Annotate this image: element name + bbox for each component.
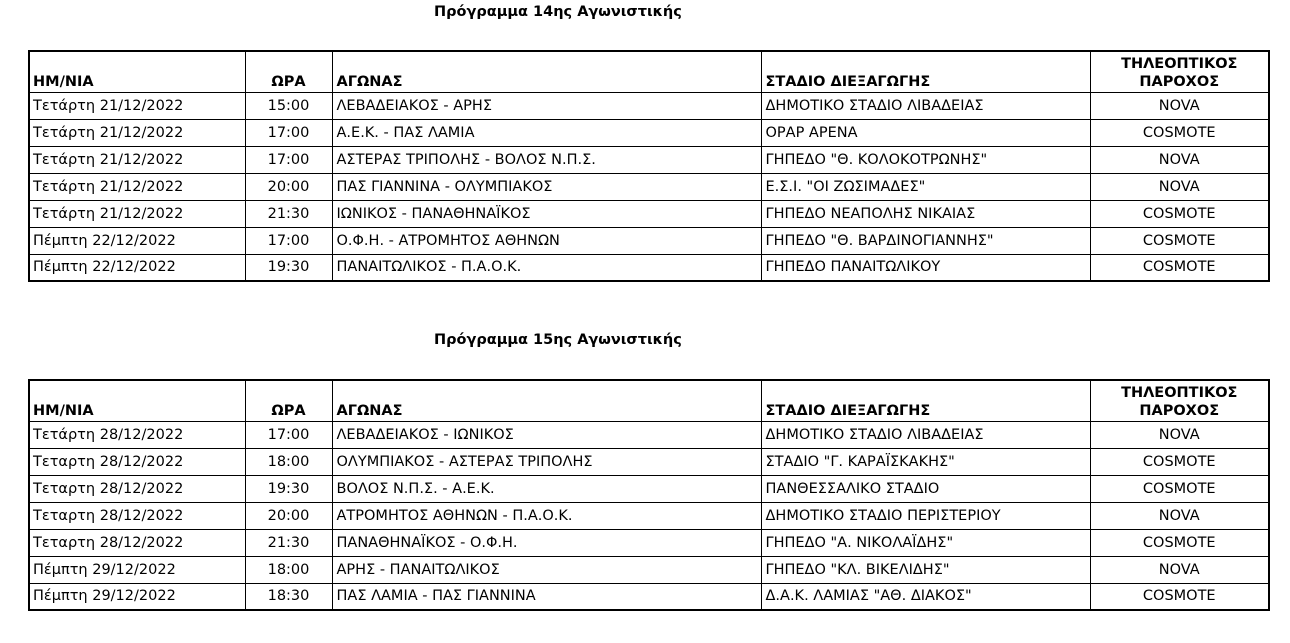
date-cell: Τεταρτη 28/12/2022: [29, 475, 245, 502]
date-cell: Πέμπτη 22/12/2022: [29, 227, 245, 254]
table-row: [29, 200, 1269, 227]
time-cell: 17:00: [245, 421, 332, 448]
stadium-cell: ΓΗΠΕΔΟ "Α. ΝΙΚΟΛΑΪΔΗΣ": [761, 529, 1090, 556]
date-cell: Τετάρτη 28/12/2022: [29, 421, 245, 448]
broadcaster-header-line2: ΠΑΡΟΧΟΣ: [1139, 402, 1220, 419]
date-cell: Πέμπτη 29/12/2022: [29, 583, 245, 610]
time-cell: 18:00: [245, 556, 332, 583]
broadcaster-cell: COSMOTE: [1090, 119, 1269, 146]
date-column-header: ΗΜ/ΝΙΑ: [29, 51, 245, 92]
broadcaster-cell: COSMOTE: [1090, 583, 1269, 610]
broadcaster-cell: COSMOTE: [1090, 475, 1269, 502]
table-row: [29, 475, 1269, 502]
time-cell: 17:00: [245, 146, 332, 173]
broadcaster-header-line1: ΤΗΛΕΟΠΤΙΚΟΣ: [1121, 384, 1238, 401]
stadium-cell: Δ.Α.Κ. ΛΑΜΙΑΣ "ΑΘ. ΔΙΑΚΟΣ": [761, 583, 1090, 610]
match-cell: Ο.Φ.Η. - ΑΤΡΟΜΗΤΟΣ ΑΘΗΝΩΝ: [332, 227, 761, 254]
broadcaster-cell: COSMOTE: [1090, 227, 1269, 254]
time-column-header: ΩΡΑ: [245, 380, 332, 421]
match-cell: Α.Ε.Κ. - ΠΑΣ ΛΑΜΙΑ: [332, 119, 761, 146]
match-cell: ΠΑΝΑΘΗΝΑΪΚΟΣ - Ο.Φ.Η.: [332, 529, 761, 556]
stadium-cell: ΔΗΜΟΤΙΚΟ ΣΤΑΔΙΟ ΠΕΡΙΣΤΕΡΙΟΥ: [761, 502, 1090, 529]
match-cell: ΙΩΝΙΚΟΣ - ΠΑΝΑΘΗΝΑΪΚΟΣ: [332, 200, 761, 227]
match-cell: ΑΣΤΕΡΑΣ ΤΡΙΠΟΛΗΣ - ΒΟΛΟΣ Ν.Π.Σ.: [332, 146, 761, 173]
time-column-header: ΩΡΑ: [245, 51, 332, 92]
date-cell: Πέμπτη 29/12/2022: [29, 556, 245, 583]
time-cell: 21:30: [245, 200, 332, 227]
stadium-cell: Ε.Σ.Ι. "ΟΙ ΖΩΣΙΜΑΔΕΣ": [761, 173, 1090, 200]
stadium-cell: ΟΡΑΡ ΑΡΕΝΑ: [761, 119, 1090, 146]
time-cell: 20:00: [245, 173, 332, 200]
broadcaster-cell: COSMOTE: [1090, 529, 1269, 556]
stadium-column-header: ΣΤΑΔΙΟ ΔΙΕΞΑΓΩΓΗΣ: [761, 51, 1090, 92]
broadcaster-cell: NOVA: [1090, 173, 1269, 200]
date-cell: Τεταρτη 28/12/2022: [29, 502, 245, 529]
match-cell: ΛΕΒΑΔΕΙΑΚΟΣ - ΑΡΗΣ: [332, 92, 761, 119]
date-cell: Τετάρτη 21/12/2022: [29, 119, 245, 146]
match-cell: ΠΑΣ ΓΙΑΝΝΙΝΑ - ΟΛΥΜΠΙΑΚΟΣ: [332, 173, 761, 200]
table-row: [29, 421, 1269, 448]
table-row: [29, 556, 1269, 583]
table-row: [29, 502, 1269, 529]
time-cell: 20:00: [245, 502, 332, 529]
table-header-row: [29, 380, 1269, 421]
match-cell: ΑΡΗΣ - ΠΑΝΑΙΤΩΛΙΚΟΣ: [332, 556, 761, 583]
date-column-header: ΗΜ/ΝΙΑ: [29, 380, 245, 421]
broadcaster-column-header: [1090, 380, 1269, 421]
table-row: [29, 529, 1269, 556]
match-cell: ΠΑΝΑΙΤΩΛΙΚΟΣ - Π.Α.Ο.Κ.: [332, 254, 761, 281]
date-cell: Τεταρτη 28/12/2022: [29, 529, 245, 556]
date-cell: Τετάρτη 21/12/2022: [29, 200, 245, 227]
stadium-cell: ΓΗΠΕΔΟ "ΚΛ. ΒΙΚΕΛΙΔΗΣ": [761, 556, 1090, 583]
table-row: [29, 448, 1269, 475]
round-15-title: Πρόγραμμα 15ης Αγωνιστικής: [434, 332, 682, 348]
broadcaster-cell: NOVA: [1090, 146, 1269, 173]
table-header-row: [29, 51, 1269, 92]
stadium-cell: ΔΗΜΟΤΙΚΟ ΣΤΑΔΙΟ ΛΙΒΑΔΕΙΑΣ: [761, 92, 1090, 119]
broadcaster-cell: NOVA: [1090, 92, 1269, 119]
round-14-title: Πρόγραμμα 14ης Αγωνιστικής: [434, 4, 682, 20]
match-cell: ΑΤΡΟΜΗΤΟΣ ΑΘΗΝΩΝ - Π.Α.Ο.Κ.: [332, 502, 761, 529]
date-cell: Τεταρτη 28/12/2022: [29, 448, 245, 475]
time-cell: 15:00: [245, 92, 332, 119]
time-cell: 19:30: [245, 475, 332, 502]
table-row: [29, 146, 1269, 173]
time-cell: 17:00: [245, 119, 332, 146]
round-14-schedule-table: [28, 50, 1270, 282]
table-row: [29, 583, 1269, 610]
stadium-cell: ΓΗΠΕΔΟ ΝΕΑΠΟΛΗΣ ΝΙΚΑΙΑΣ: [761, 200, 1090, 227]
broadcaster-cell: NOVA: [1090, 421, 1269, 448]
date-cell: Τετάρτη 21/12/2022: [29, 173, 245, 200]
date-cell: Τετάρτη 21/12/2022: [29, 146, 245, 173]
date-cell: Τετάρτη 21/12/2022: [29, 92, 245, 119]
match-column-header: ΑΓΩΝΑΣ: [332, 51, 761, 92]
match-cell: ΛΕΒΑΔΕΙΑΚΟΣ - ΙΩΝΙΚΟΣ: [332, 421, 761, 448]
stadium-cell: ΓΗΠΕΔΟ "Θ. ΒΑΡΔΙΝΟΓΙΑΝΝΗΣ": [761, 227, 1090, 254]
stadium-cell: ΔΗΜΟΤΙΚΟ ΣΤΑΔΙΟ ΛΙΒΑΔΕΙΑΣ: [761, 421, 1090, 448]
date-cell: Πέμπτη 22/12/2022: [29, 254, 245, 281]
broadcaster-cell: COSMOTE: [1090, 254, 1269, 281]
time-cell: 19:30: [245, 254, 332, 281]
round-15-schedule-table: [28, 379, 1270, 611]
broadcaster-header-line1: ΤΗΛΕΟΠΤΙΚΟΣ: [1121, 55, 1238, 72]
table-row: [29, 254, 1269, 281]
table-row: [29, 119, 1269, 146]
table-row: [29, 227, 1269, 254]
match-cell: ΟΛΥΜΠΙΑΚΟΣ - ΑΣΤΕΡΑΣ ΤΡΙΠΟΛΗΣ: [332, 448, 761, 475]
table-row: [29, 92, 1269, 119]
time-cell: 17:00: [245, 227, 332, 254]
broadcaster-cell: NOVA: [1090, 502, 1269, 529]
broadcaster-cell: COSMOTE: [1090, 200, 1269, 227]
table-row: [29, 173, 1269, 200]
time-cell: 21:30: [245, 529, 332, 556]
match-cell: ΠΑΣ ΛΑΜΙΑ - ΠΑΣ ΓΙΑΝΝΙΝΑ: [332, 583, 761, 610]
broadcaster-cell: NOVA: [1090, 556, 1269, 583]
stadium-column-header: ΣΤΑΔΙΟ ΔΙΕΞΑΓΩΓΗΣ: [761, 380, 1090, 421]
stadium-cell: ΓΗΠΕΔΟ ΠΑΝΑΙΤΩΛΙΚΟΥ: [761, 254, 1090, 281]
time-cell: 18:00: [245, 448, 332, 475]
match-cell: ΒΟΛΟΣ Ν.Π.Σ. - Α.Ε.Κ.: [332, 475, 761, 502]
match-column-header: ΑΓΩΝΑΣ: [332, 380, 761, 421]
time-cell: 18:30: [245, 583, 332, 610]
broadcaster-header-line2: ΠΑΡΟΧΟΣ: [1139, 73, 1220, 90]
broadcaster-column-header: [1090, 51, 1269, 92]
stadium-cell: ΠΑΝΘΕΣΣΑΛΙΚΟ ΣΤΑΔΙΟ: [761, 475, 1090, 502]
stadium-cell: ΓΗΠΕΔΟ "Θ. ΚΟΛΟΚΟΤΡΩΝΗΣ": [761, 146, 1090, 173]
broadcaster-cell: COSMOTE: [1090, 448, 1269, 475]
stadium-cell: ΣΤΑΔΙΟ "Γ. ΚΑΡΑΪΣΚΑΚΗΣ": [761, 448, 1090, 475]
